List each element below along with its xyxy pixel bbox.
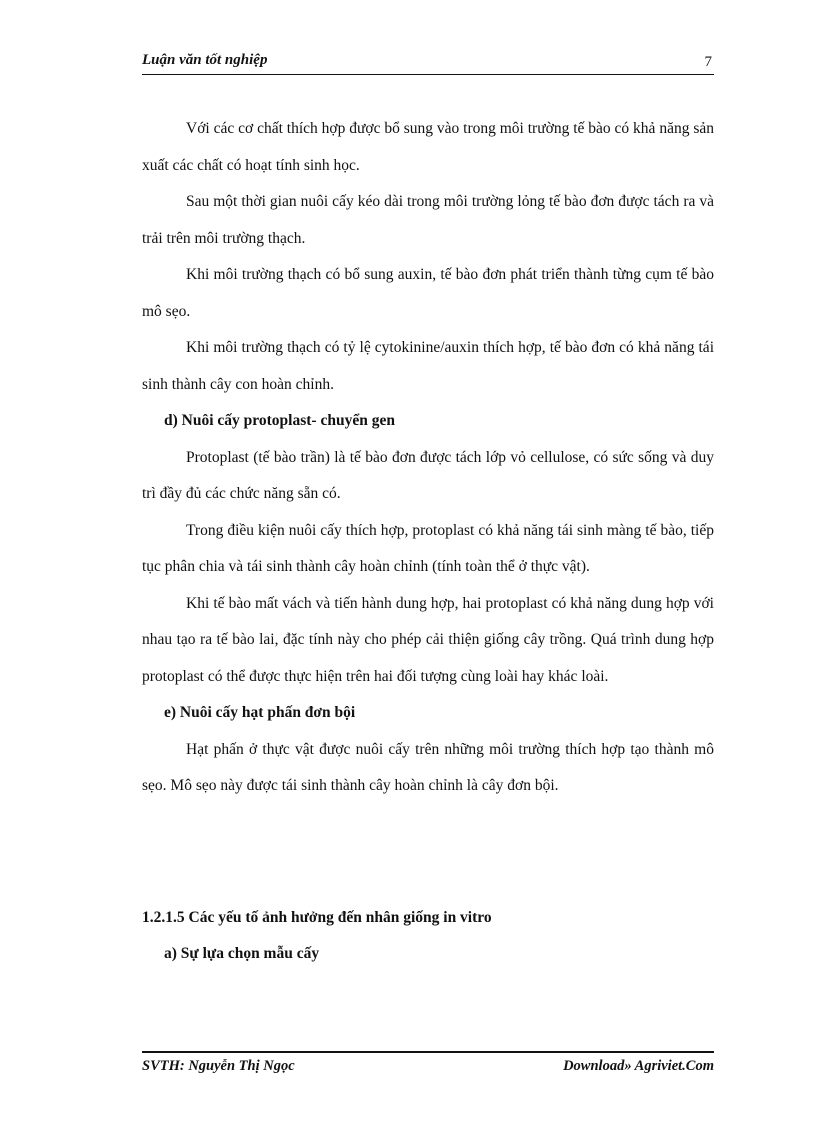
- footer-source: Download» Agriviet.Com: [563, 1058, 714, 1074]
- blank-space: [142, 805, 714, 900]
- paragraph: Khi môi trường thạch có tỷ lệ cytokinine/auxin thích hợp, tế bào đơn có khả năng tái sinh thành cây con hoàn chỉnh.: [142, 339, 714, 393]
- paragraph: Trong điều kiện nuôi cấy thích hợp, protoplast có khả năng tái sinh màng tế bào, tiếp tục phân chia và tái sinh thành cây hoàn chỉnh (tính toàn thể ở thực vật).: [142, 521, 714, 575]
- footer-author: SVTH: Nguyễn Thị Ngọc: [142, 1058, 295, 1074]
- document-body: [142, 111, 714, 973]
- paragraph: Khi môi trường thạch có bổ sung auxin, tế bào đơn phát triển thành từng cụm tế bào mô sẹo.: [142, 266, 714, 320]
- page-header: [142, 50, 714, 72]
- header-title: Luận văn tốt nghiệp: [142, 52, 268, 68]
- paragraph: Protoplast (tế bào trần) là tế bào đơn được tách lớp vỏ cellulose, có sức sống và duy trì đầy đủ các chức năng sẵn có.: [142, 448, 714, 502]
- paragraph: Khi tế bào mất vách và tiến hành dung hợp, hai protoplast có khả năng dung hợp với nhau tạo ra tế bào lai, đặc tính này cho phép cải thiện giống cây trồng. Quá trình dung hợp protoplast có thể được thực hiện trên hai đối tượng cùng loài hay khác loài.: [142, 594, 714, 685]
- page-footer: [142, 1058, 714, 1078]
- paragraph: Với các cơ chất thích hợp được bổ sung vào trong môi trường tế bào có khả năng sản xuất các chất có hoạt tính sinh học.: [142, 120, 714, 174]
- subheading-a: a) Sự lựa chọn mẫu cấy: [164, 945, 320, 962]
- paragraph: Sau một thời gian nuôi cấy kéo dài trong môi trường lỏng tế bào đơn được tách ra và trải trên môi trường thạch.: [142, 193, 714, 247]
- subheading-d: d) Nuôi cấy protoplast- chuyển gen: [164, 412, 395, 429]
- paragraph: Hạt phấn ở thực vật được nuôi cấy trên những môi trường thích hợp tạo thành mô sẹo. Mô sẹo này được tái sinh thành cây hoàn chỉnh là cây đơn bội.: [142, 740, 714, 794]
- footer-divider: [142, 1051, 714, 1053]
- subheading-e: e) Nuôi cấy hạt phấn đơn bội: [164, 704, 356, 721]
- page-number: 7: [704, 54, 712, 70]
- header-divider: [142, 74, 714, 75]
- section-heading: 1.2.1.5 Các yếu tố ảnh hưởng đến nhân giống in vitro: [142, 908, 492, 926]
